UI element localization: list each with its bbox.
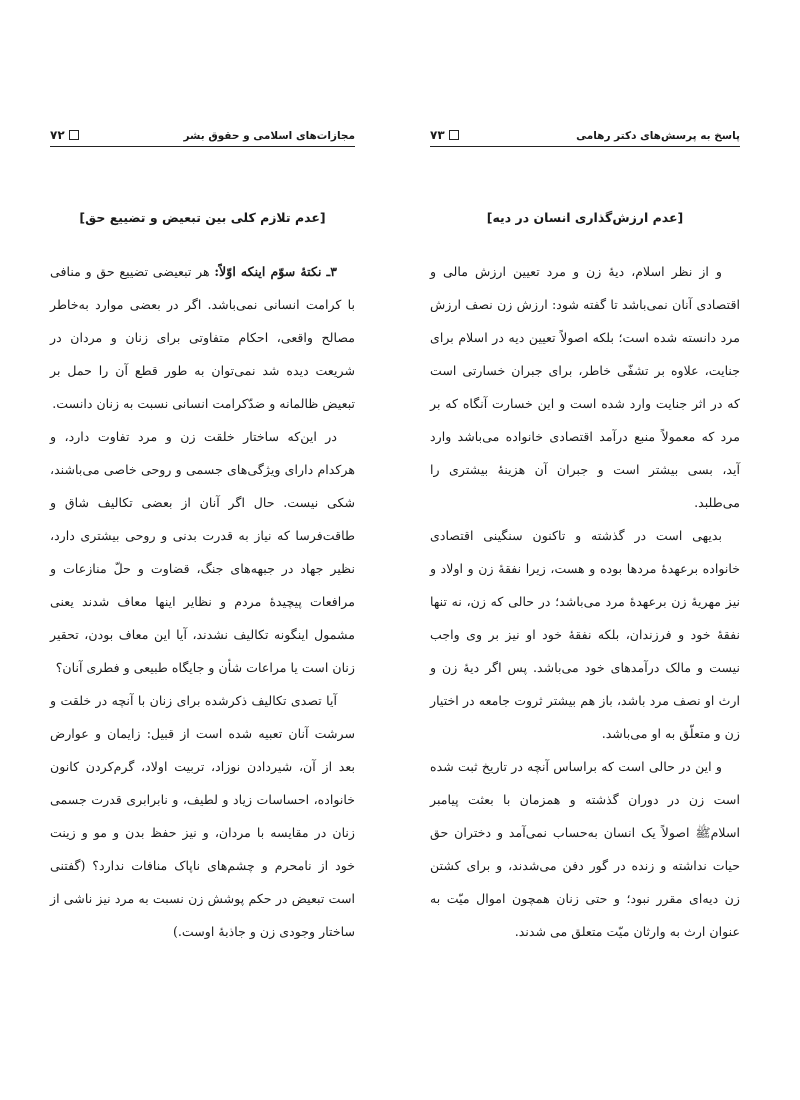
page-header <box>430 120 740 147</box>
paragraph: و این در حالی است که براساس آنچه در تاریخ ثبت شده است زن در دوران گذشته و همزمان با بعثت پیامبر اسلامﷺ اصولاً یک انسان به‌حساب نمی‌آمد و دختران حق حیات نداشته و زنده در گور دفن می‌شدند، و برای کشتن زن دیه‌ای مقرر نبود؛ و حتی زنان همچون اموال میّت به عنوان ارث به وارثان میّت متعلق می شدند. <box>430 759 740 939</box>
body-text <box>430 255 740 948</box>
paragraph: در این‌که ساختار خلقت زن و مرد تفاوت دارد، و هرکدام دارای ویژگی‌های جسمی و روحی خاصی می‌باشند، شکی نیست. حال اگر آنان از بعضی تکالیف شاق و طاقت‌فرسا که نیاز به قدرت بدنی و روحی بیشتری دارد، نظیر جهاد در جبهه‌های جنگ، قضاوت و حلّ منازعات و مرافعات پیچیدهٔ مردم و نظایر اینها معاف شدند یعنی مشمول اینگونه تکالیف نشدند، آیا این معاف بودن، تحقیر زنان است یا مراعات شأن و جایگاه طبیعی و فطری آنان؟ <box>50 429 355 675</box>
paragraph: ۳ـ نکتهٔ سوّم اینکه اوّلاً: هر تبعیضی تضییع حق و منافی با کرامت انسانی نمی‌باشد. اگر در بعضی موارد به‌خاطر مصالح واقعی، احکام متفاوتی برای زنان و مردان در شریعت دیده شد نمی‌توان به طور قطع آن را حمل بر تبعیض ظالمانه و ضدّکرامت انسانی نسبت به زنان دانست. <box>50 264 355 411</box>
square-ornament-icon <box>69 130 79 140</box>
page-number: ۷۲ <box>50 128 79 146</box>
body-text <box>50 255 355 948</box>
paragraph: آیا تصدی تکالیف ذکرشده برای زنان با آنچه در خلقت و سرشت آنان تعبیه شده است از قبیل: زایمان و عوارض بعد از آن، شیردادن نوزاد، تربیت اولاد، گرم‌کردن کانون خانواده، احساسات زیاد و لطیف، و نابرابری قدرت جسمی زنان در مقایسه با مردان، و نیز حفظ بدن و مو و زینت خود از نامحرم و چشم‌های ناپاک منافات ندارد؟ (گفتنی است تبعیض در حکم پوشش زن نسبت به مرد نیز ناشی از ساختار وجودی زن و جاذبهٔ اوست.) <box>50 693 355 939</box>
page-number: ۷۳ <box>430 128 459 146</box>
section-title: [عدم ارزش‌گذاری انسان در دیه] <box>486 210 684 225</box>
paragraph: و از نظر اسلام، دیهٔ زن و مرد تعیین ارزش مالی و اقتصادی آنان نمی‌باشد تا گفته شود: ارزش زن نصف ارزش مرد دانسته شده است؛ بلکه اصولاً تعیین دیه در اسلام برای جنایت، علاوه بر تشفّی خاطر، برای جبران خسارتی است که در اثر جنایت وارد شده است و این خسارت آنگاه که بر مرد که معمولاً منبع درآمد اقتصادی خانواده می‌باشد وارد آید، بسی بیشتر است و جبران آن هزینهٔ بیشتری را می‌طلبد. <box>430 264 740 510</box>
page-73 <box>400 0 800 1100</box>
page-header <box>50 120 355 147</box>
running-title: مجازات‌های اسلامی و حقوق بشر <box>183 130 355 142</box>
paragraph: بدیهی است در گذشته و تاکنون سنگینی اقتصادی خانواده برعهدهٔ مردها بوده و هست، زیرا نفقهٔ زن و اولاد و نیز مهریهٔ زن برعهدهٔ مرد می‌باشد؛ در حالی که زن، نه تنها نفقهٔ خود و فرزندان، بلکه نفقهٔ خود او نیز بر وی واجب نیست و مالک درآمدهای خود می‌باشد. پس اگر دیهٔ زن و ارث او نصف مرد باشد، باز هم بیشتر ثروت جامعه در اختیار زن و متعلّق به او می‌باشد. <box>430 528 740 741</box>
paragraph-lead: ۳ـ نکتهٔ سوّم اینکه اوّلاً: <box>214 264 337 279</box>
running-title: پاسخ به پرسش‌های دکتر رهامی <box>576 130 740 142</box>
section-title: [عدم تلازم کلی بین تبعیض و تضییع حق] <box>79 210 326 225</box>
square-ornament-icon <box>449 130 459 140</box>
